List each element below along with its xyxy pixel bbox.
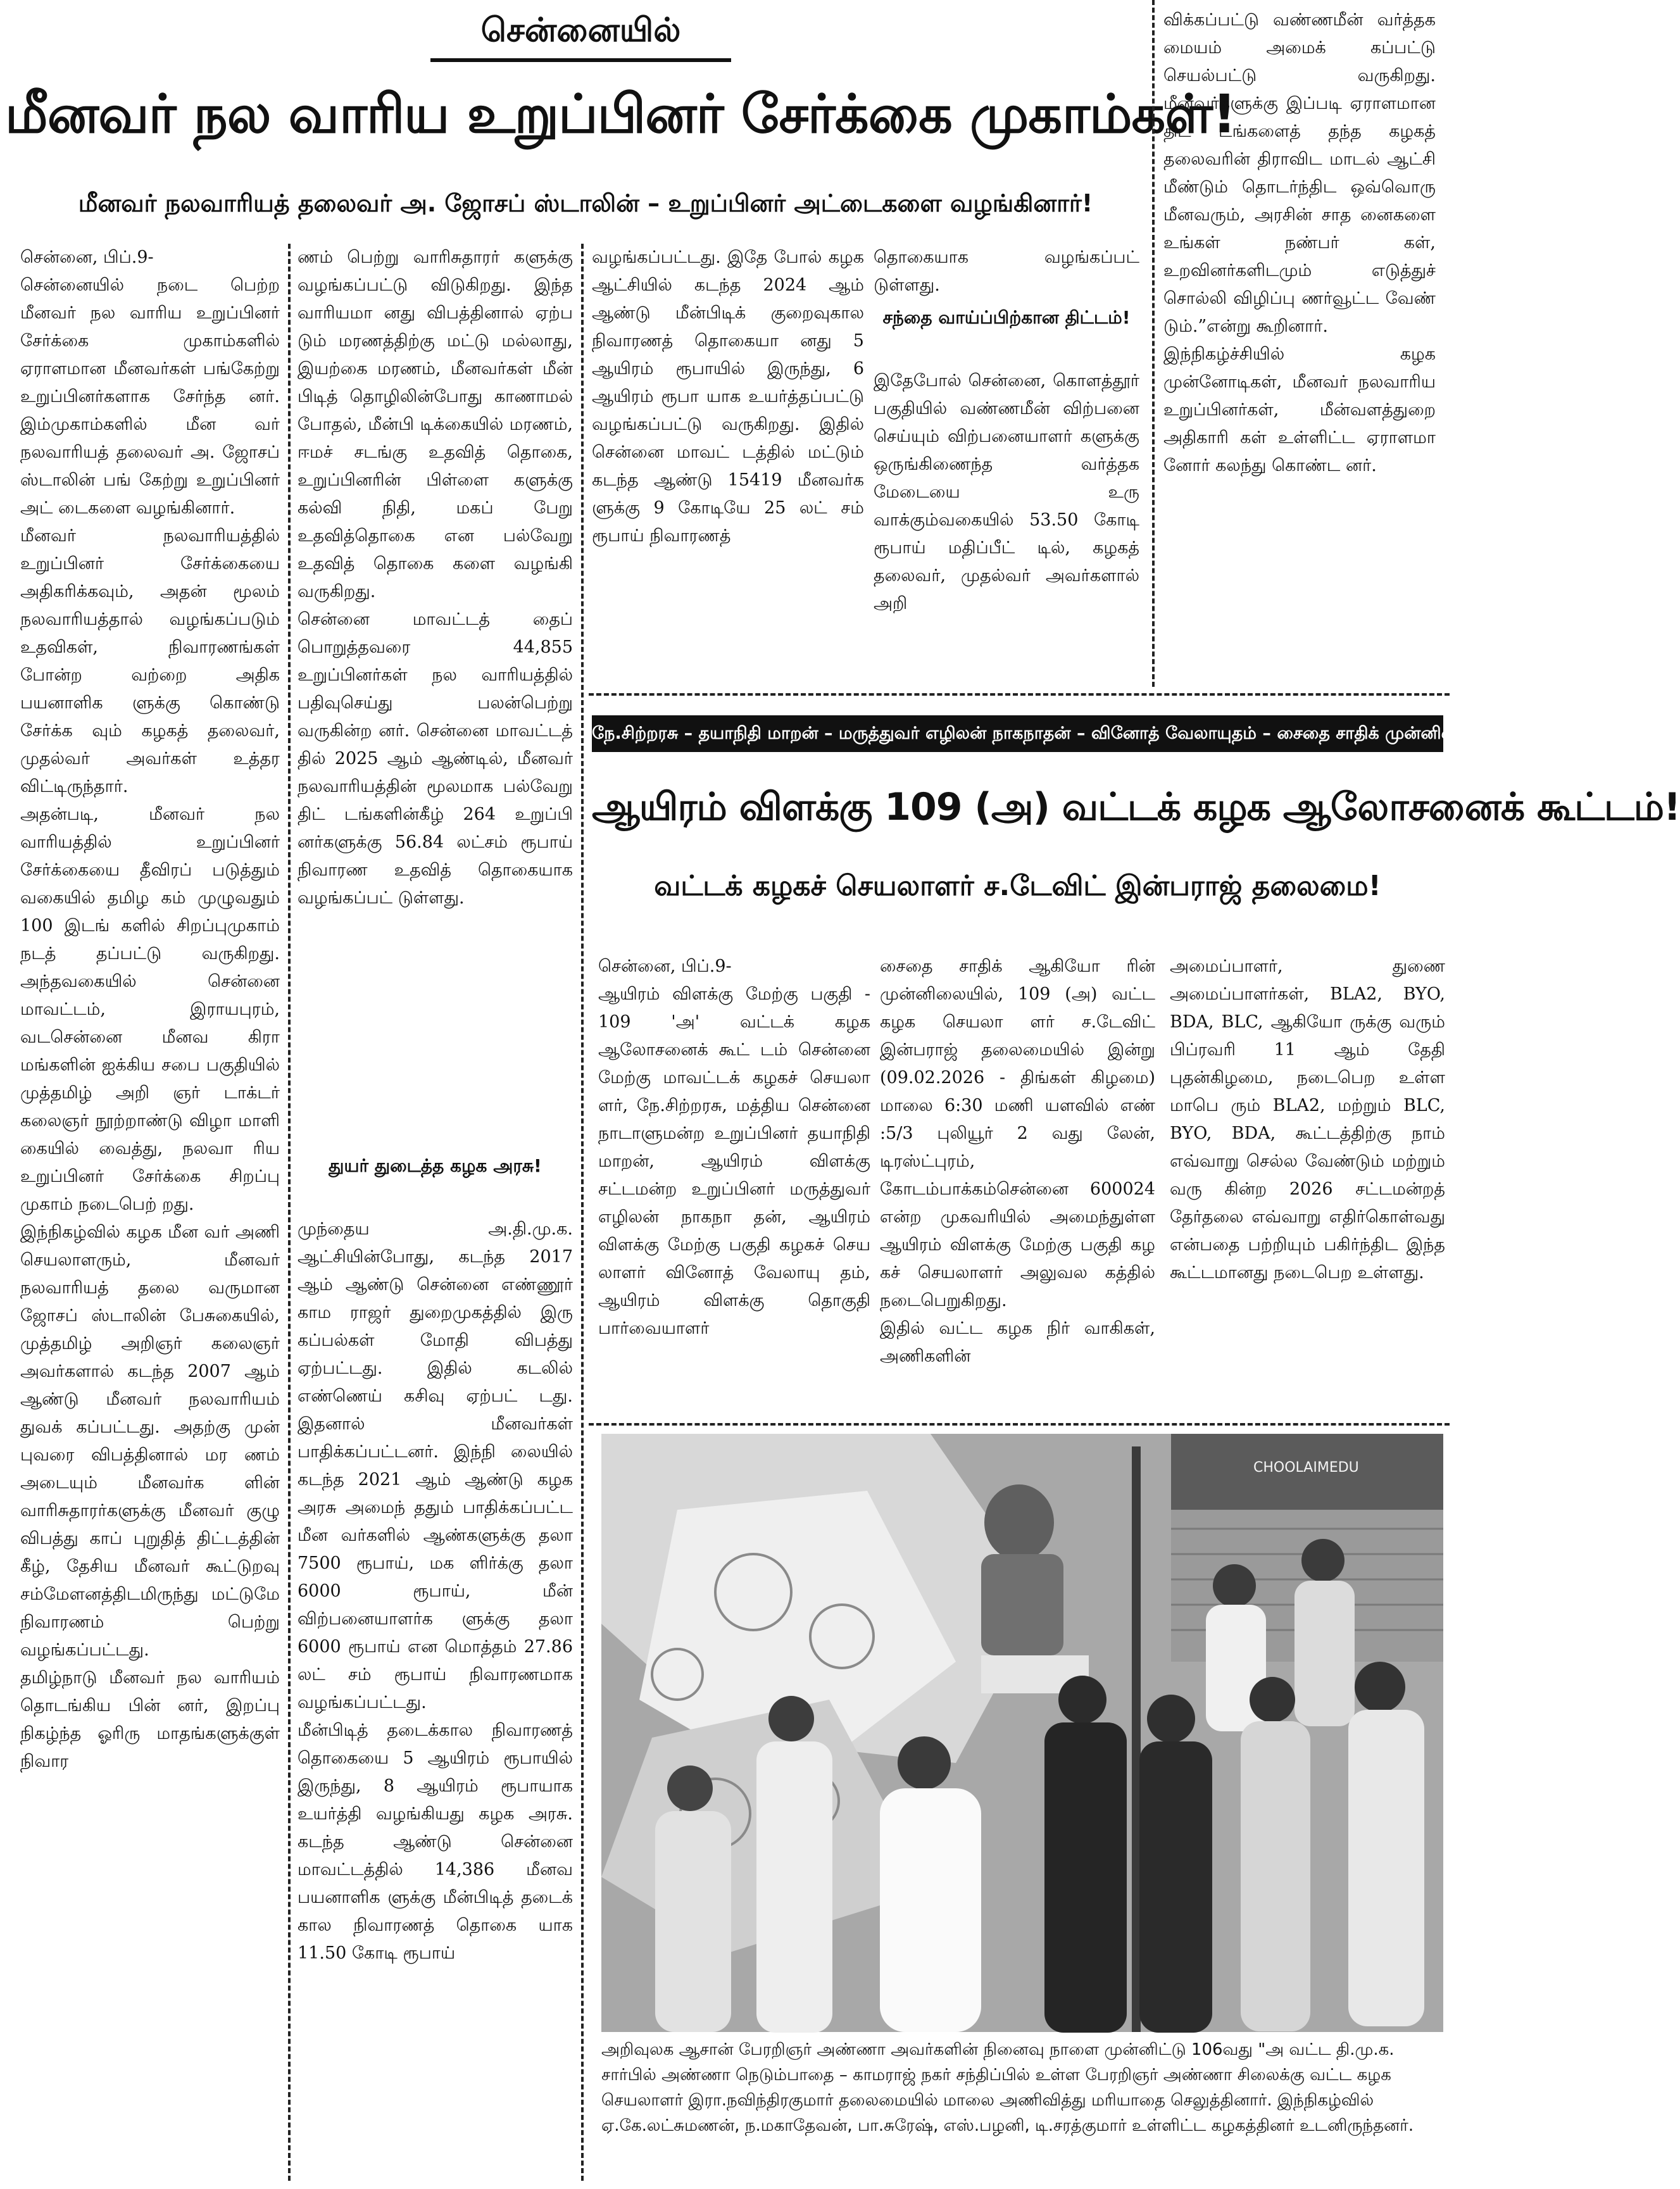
column-divider <box>581 244 584 2181</box>
story1-column-4a: தொகையாக வழங்கப்பட் டுள்ளது. <box>874 248 1139 295</box>
story1-kicker: சென்னையில் <box>430 5 731 62</box>
story2-strap: நே.சிற்றரசு – தயாநிதி மாறன் – மருத்துவர் எழிலன் நாகநாதன் – வினோத் வேலாயுதம் – சைதை சாதிக் முன்னிலை! <box>592 715 1443 752</box>
story1-column-3: வழங்கப்பட்டது. இதே போல் கழக ஆட்சியில் கடந்த 2024 ஆம் ஆண்டு மீன்பிடிக் குறைவுகால நிவாரணத் தொகையா னது 5 ஆயிரம் ரூபாயில் இருந்து, 6 ஆயிரம் ரூபா யாக உயர்த்தப்பட்டு வழங்கப்பட்டு வருகிறது. இதில் சென்னை மாவட் டத்தில் மட்டும் கடந்த ஆண்டு 15419 மீனவர்க ளுக்கு 9 கோடியே 25 லட் சம் ரூபாய் நிவாரணத் <box>592 248 864 546</box>
story2-column-2: சைதை சாதிக் ஆகியோ ரின் முன்னிலையில், 109 (அ) வட்ட கழக செயலா ளர் ச.டேவிட் இன்பராஜ் தலைமையில் இன்று (09.02.2026 - திங்கள் கிழமை) மாலை 6:30 மணி யளவில் எண் :5/3 புலியூர் 2 வது லேன், டிரஸ்ட்புரம், கோடம்பாக்கம்சென்னை 600024 என்ற முகவரியில் அமைந்துள்ள ஆயிரம் விளக்கு மேற்கு பகுதி கழ கச் செயலாளர் அலுவல கத்தில் நடைபெறுகிறது. இதில் வட்ட கழக நிர் வாகிகள், அணிகளின் <box>880 957 1155 1366</box>
photo-caption: அறிவுலக ஆசான் பேரறிஞர் அண்ணா அவர்களின் நினைவு நாளை முன்னிட்டு 106வது "அ வட்ட தி.மு.க. சார்பில் அண்ணா நெடும்பாதை – காமராஜ் நகர் சந்திப்பில் உள்ள பேரறிஞர் அண்ணா சிலைக்கு வட்ட கழக செயலாளர் இரா.நவிந்திரகுமார் தலைமையில் மாலை அணிவித்து மரியாதை செலுத்தினார். இந்நிகழ்வில் ஏ.கே.லட்சுமணன், ந.மகாதேவன், பா.சுரேஷ், எஸ்.பழனி, டி.சரத்குமார் உள்ளிட்ட கழகத்தினர் உடனிருந்தனர். <box>601 2040 1414 2135</box>
story-divider <box>589 693 1450 696</box>
story1-headline: மீனவர் நல வாரிய உறுப்பினர் சேர்க்கை முகாம்கள்! <box>5 83 1236 145</box>
story1-column-2: ணம் பெற்று வாரிசுதாரர் களுக்கு வழங்கப்பட்டு விடுகிறது. இந்த வாரியமா னது விபத்தினால் ஏற்ப டும் மரணத்திற்கு மட்டு மல்லாது, இயற்கை மரணம், மீனவர்கள் மீன் பிடித் தொழிலின்போது காணாமல் போதல், மீன்பி டிக்கையில் மரணம், ஈமச் சடங்கு உதவித் தொகை, உறுப்பினரின் பிள்ளை களுக்கு கல்வி நிதி, மகப் பேறு உதவித்தொகை என பல்வேறு உதவித் தொகை களை வழங்கி வருகிறது. சென்னை மாவட்டத் தைப் பொறுத்தவரை 44,855 உறுப்பினர்கள் நல வாரியத்தில் பதிவுசெய்து பலன்பெற்று வருகின்ற னர். சென்னை மாவட்டத் தில் 2025 ஆம் ஆண்டில், மீனவர் நலவாரியத்தின் மூலமாக பல்வேறு திட் டங்களின்கீழ் 264 உறுப்பி னர்களுக்கு 56.84 லட்சம் ரூபாய் நிவாரண உதவித் தொகையாக வழங்கப்பட் டுள்ளது. <box>298 248 573 908</box>
event-photo <box>601 1434 1443 2032</box>
story1-column-2b: முந்தைய அ.தி.மு.க. ஆட்சியின்போது, கடந்த 2017 ஆம் ஆண்டு சென்னை எண்ணூர் காம ராஜர் துறைமுகத்தில் இரு கப்பல்கள் மோதி விபத்து ஏற்பட்டது. இதில் கடலில் எண்ணெய் கசிவு ஏற்பட் டது. இதனால் மீனவர்கள் பாதிக்கப்பட்டனர். இந்நி லையில் கடந்த 2021 ஆம் ஆண்டு கழக அரசு அமைந் ததும் பாதிக்கப்பட்ட மீன வர்களில் ஆண்களுக்கு தலா 7500 ரூபாய், மக ளிர்க்கு தலா 6000 ரூபாய், மீன் விற்பனையாளர்க ளுக்கு தலா 6000 ரூபாய் என மொத்தம் 27.86 லட் சம் ரூபாய் நிவாரணமாக வழங்கப்பட்டது. மீன்பிடித் தடைக்கால நிவாரணத் தொகையை 5 ஆயிரம் ரூபாயில் இருந்து, 8 ஆயிரம் ரூபாயாக உயர்த்தி வழங்கியது கழக அரசு. கடந்த ஆண்டு சென்னை மாவட்டத்தில் 14,386 மீனவ பயனாளிக ளுக்கு மீன்பிடித் தடைக் கால நிவாரணத் தொகை யாக 11.50 கோடி ரூபாய் <box>298 1219 573 1963</box>
photo-illustration <box>601 1434 1443 2032</box>
story2-column-1: சென்னை, பிப்.9- ஆயிரம் விளக்கு மேற்கு பகுதி - 109 'அ' வட்டக் கழக ஆலோசனைக் கூட் டம் சென்னை மேற்கு மாவட்டக் கழகச் செயலா ளர், நே.சிற்றரசு, மத்திய சென்னை நாடாளுமன்ற உறுப்பினர் தயாநிதி மாறன், ஆயிரம் விளக்கு சட்டமன்ற உறுப்பினர் மருத்துவர் எழிலன் நாகநா தன், ஆயிரம் விளக்கு மேற்கு பகுதி கழகச் செய லாளர் வினோத் வேலாயு தம், ஆயிரம் விளக்கு தொகுதி பார்வையாளர் <box>598 957 870 1338</box>
story2-column-3: அமைப்பாளர், துணை அமைப்பாளர்கள், BLA2, BYO, BDA, BLC, ஆகியோ ருக்கு வரும் பிப்ரவரி 11 ஆம் தேதி புதன்கிழமை, நடைபெற உள்ள மாபெ ரும் BLA2, மற்றும் BLC, BYO, BDA, கூட்டத்திற்கு நாம் எவ்வாறு செல்ல வேண்டும் மற்றும் வரு கின்ற 2026 சட்டமன்றத் தேர்தலை எவ்வாறு எதிர்கொள்வது என்பதை பற்றியும் பகிர்ந்திட இந்த கூட்டமானது நடைபெற உள்ளது. <box>1170 957 1445 1283</box>
shop-sign: CHOOLAIMEDU <box>1253 1460 1359 1476</box>
photo-box-top <box>589 1423 1450 1426</box>
story1-column-4b: இதேபோல் சென்னை, கொளத்தூர் பகுதியில் வண்ணமீன் விற்பனை செய்யும் விற்பனையாளர் களுக்கு ஒருங்கிணைந்த வர்த்தக மேடையை உரு வாக்கும்வகையில் 53.50 கோடி ரூபாய் மதிப்பீட் டில், கழகத் தலைவர், முதல்வர் அவர்களால் அறி <box>874 371 1139 613</box>
story2-subhead: வட்டக் கழகச் செயலாளர் ச.டேவிட் இன்பராஜ் தலைமை! <box>654 870 1381 902</box>
subhead-market-scheme: சந்தை வாய்ப்பிற்கான திட்டம்! <box>882 307 1131 328</box>
column-divider <box>1152 0 1155 687</box>
subhead-relief-govt: துயர் துடைத்த கழக அரசு! <box>329 1155 542 1176</box>
column-divider <box>288 244 291 2181</box>
story1-column-5: விக்கப்பட்டு வண்ணமீன் வர்த்தக மையம் அமைக் கப்பட்டு செயல்பட்டு வருகிறது. மீனவர்களுக்கு இப்படி ஏராளமான திட் டங்களைத் தந்த கழகத் தலைவரின் திராவிட மாடல் ஆட்சி மீண்டும் தொடர்ந்திட ஒவ்வொரு மீனவரும், அரசின் சாத னைகளை உங்கள் நண்பர் கள், உறவினர்களிடமும் எடுத்துச் சொல்லி விழிப்பு ணர்வூட்ட வேண் டும்.”என்று கூறினார். இந்நிகழ்ச்சியில் கழக முன்னோடிகள், மீனவர் நலவாரிய உறுப்பினர்கள், மீன்வளத்துறை அதிகாரி கள் உள்ளிட்ட ஏராளமா னோர் கலந்து கொண்ட னர். <box>1163 10 1436 475</box>
story2-headline: ஆயிரம் விளக்கு 109 (அ) வட்டக் கழக ஆலோசனைக் கூட்டம்! <box>592 785 1680 829</box>
story1-subhead: மீனவர் நலவாரியத் தலைவர் அ. ஜோசப் ஸ்டாலின் – உறுப்பினர் அட்டைகளை வழங்கினார்! <box>78 189 1093 217</box>
story1-column-1: சென்னை, பிப்.9- சென்னையில் நடை பெற்ற மீனவர் நல வாரிய உறுப்பினர் சேர்க்கை முகாம்களில் ஏராளமான மீனவர்கள் பங்கேற்று உறுப்பினர்களாக சேர்ந்த னர். இம்முகாம்களில் மீன வர் நலவாரியத் தலைவர் அ. ஜோசப் ஸ்டாலின் பங் கேற்று உறுப்பினர் அட் டைகளை வழங்கினார். மீனவர் நலவாரியத்தில் உறுப்பினர் சேர்க்கையை அதிகரிக்கவும், அதன் மூலம் நலவாரியத்தால் வழங்கப்படும் உதவிகள், நிவாரணங்கள் போன்ற வற்றை அதிக பயனாளிக ளுக்கு கொண்டு சேர்க்க வும் கழகத் தலைவர், முதல்வர் அவர்கள் உத்தர விட்டிருந்தார். அதன்படி, மீனவர் நல வாரியத்தில் உறுப்பினர் சேர்க்கையை தீவிரப் படுத்தும் வகையில் தமிழ கம் முழுவதும் 100 இடங் களில் சிறப்புமுகாம் நடத் தப்பட்டு வருகிறது. அந்தவகையில் சென்னை மாவட்டம், இராயபுரம், வடசென்னை மீனவ கிரா மங்களின் ஐக்கிய சபை பகுதியில் முத்தமிழ் அறி ஞர் டாக்டர் கலைஞர் நூற்றாண்டு விழா மாளி கையில் வைத்து, நலவா ரிய உறுப்பினர் சேர்க்கை சிறப்பு முகாம் நடைபெற் றது. இந்நிகழ்வில் கழக மீன வர் அணி செயலாளரும், மீனவர் நலவாரியத் தலை வருமான ஜோசப் ஸ்டாலின் பேசுகையில், முத்தமிழ் அறிஞர் கலைஞர் அவர்களால் கடந்த 2007 ஆம் ஆண்டு மீனவர் நலவாரியம் துவக் கப்பட்டது. அதற்கு முன் புவரை விபத்தினால் மர ணம் அடையும் மீனவர்க ளின் வாரிசுதாரர்களுக்கு மீனவர் குழு விபத்து காப் புறுதித் திட்டத்தின் கீழ், தேசிய மீனவர் கூட்டுறவு சம்மேளனத்திடமிருந்து மட்டுமே நிவாரணம் பெற்று வழங்கப்பட்டது. தமிழ்நாடு மீனவர் நல வாரியம் தொடங்கிய பின் னர், இறப்பு நிகழ்ந்த ஓரிரு மாதங்களுக்குள் நிவார <box>20 248 280 1771</box>
